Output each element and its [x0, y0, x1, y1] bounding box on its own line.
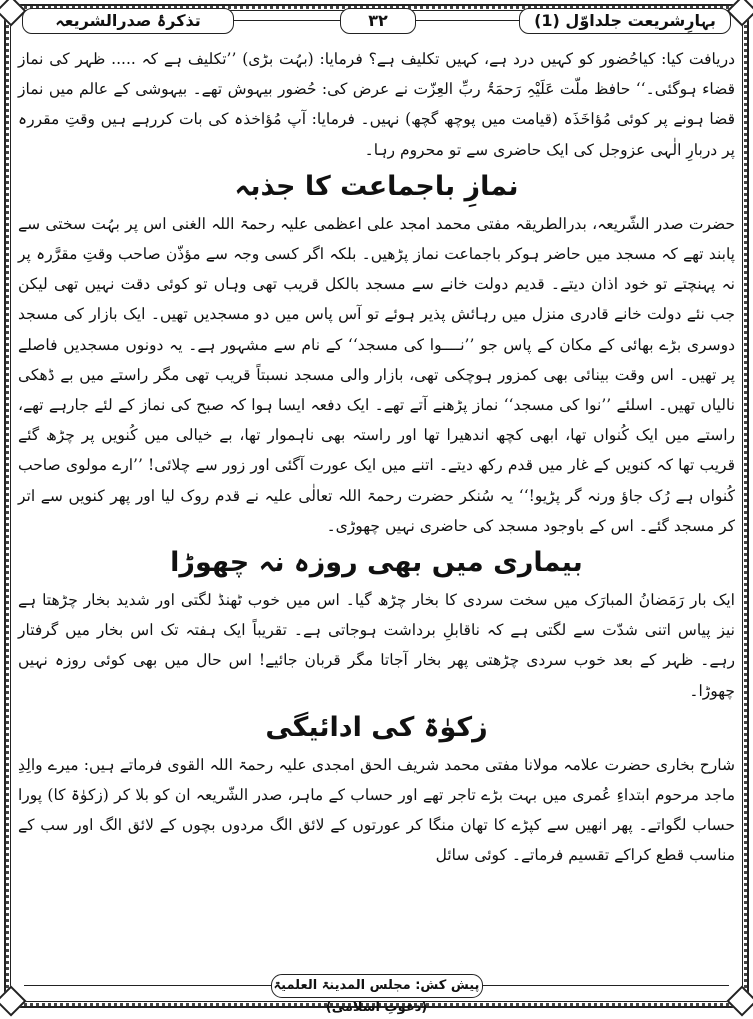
heading-zakat: زکوٰۃ کی ادائیگی	[265, 711, 488, 743]
publisher-credit: پیش کش: مجلس المدینۃ العلمیۃ (دعوتِ اسلامی)	[271, 974, 483, 998]
footer-rule-right	[481, 985, 729, 986]
paragraph-1: دریافت کیا: کیاحُضور کو کہیں درد ہے، کہیں تکلیف ہے؟ فرمایا: (بہُت بڑی) ’’تکلیف ہے کہ ..... ظہر کی نماز قضاء ہوگئی۔‘‘ حافظ ملّت عَلَیْہِ رَحمَۃُ ربِّ العِزّت نے عرض کی: حُضور بیہوش تھے۔ بیہوشی کے عالم میں نماز قضا ہونے پر کوئی مُؤاخَذَہ (قیامت میں پوچھ گچھ) نہیں۔ فرمایا: آپ مُؤاخذہ کی بات کررہے ہیں وقتِ مقررہ پر دربارِ الٰہی عزوجل کی ایک حاضری سے تو محروم رہا۔	[18, 50, 735, 159]
page-footer	[0, 974, 753, 1015]
paragraph-3: ایک بار رَمَضانُ المبارَک میں سخت سردی کا بخار چڑھ گیا۔ اس میں خوب ٹھنڈ لگتی اور شدید بخار چڑھتا ہے نیز پیاس اتنی شدّت سے لگتی ہے کہ ناقابلِ برداشت ہوجاتی ہے۔ تقریباً ایک ہفتہ تک اس بخار میں گرفتار رہے۔ ظہر کے بعد خوب سردی چڑھتی پھر بخار آجاتا مگر قربان جائیے! اس حال میں بھی کوئی روزہ نہیں چھوڑا۔	[18, 591, 735, 700]
book-title: بہارِشریعت جلداوّل (1)	[519, 8, 731, 34]
header-rule-right	[414, 20, 521, 21]
chapter-title: تذکرۂ صدرالشریعہ	[22, 8, 234, 34]
footer-rule-left	[24, 985, 272, 986]
paragraph-2: حضرت صدر الشّریعہ، بدرالطریقہ مفتی محمد امجد علی اعظمی علیہ رحمۃ اللہ الغنی اس پر بہُت سختی سے پابند تھے کہ مسجد میں حاضر ہوکر باجماعت نماز پڑھیں۔ بلکہ اگر کسی وجہ سے مؤذّن صاحب وقتِ مقرَّرہ پر نہ پہنچتے تو خود اذان دیتے۔ قدیم دولت خانے سے مسجد بالکل قریب تھی وہاں تو کوئی دقت نہیں تھی لیکن جب نئے دولت خانے قادری منزل میں رہائش پذیر ہوئے تو آس پاس میں دو مسجدیں تھیں۔ ایک بازار کی مسجد دوسری بڑے بھائی کے مکان کے پاس جو ’’نــــوا کی مسجد‘‘ کے نام سے مشہور ہے۔ یہ دونوں مسجدیں فاصلے پر تھیں۔ اس وقت بینائی بھی کمزور ہوچکی تھی، بازار والی مسجد نسبتاً قریب تھی مگر راستے میں بے ڈھکی نالیاں تھیں۔ اسلئے ’’نوا کی مسجد‘‘ نماز پڑھنے آتے تھے۔ ایک دفعہ ایسا ہوا کہ صبح کی نماز کے لئے جارہے تھے، راستے میں ایک کُنواں تھا، ابھی کچھ اندھیرا تھا اور راستہ بھی ناہموار تھا، بے خیالی میں کُنویں پر چڑھ گئے قریب تھا کہ کنویں کے غار میں قدم رکھ دیتے۔ اتنے میں ایک عورت آگئی اور زور سے چلائی! ’’ارے مولوی صاحب کُنواں ہے رُک جاؤ ورنہ گر پڑیو!‘‘ یہ سُنکر حضرت رحمۃ اللہ تعالٰی علیہ نے قدم روک لیا اور پھر کنویں سے اتر کر مسجد گئے۔ اس کے باوجود مسجد کی حاضری نہیں چھوڑی۔	[18, 214, 735, 535]
paragraph-4: شارح بخاری حضرت علامہ مولانا مفتی محمد شریف الحق امجدی علیہ رحمۃ اللہ القوی فرماتے ہیں: میرے والِدِ ماجد مرحوم ابتداءِ عُمری میں بہت بڑے تاجر تھے اور حساب کے ماہر، صدر الشّریعہ ان کو بلا کر (زکوٰۃ کا) پورا حساب لگواتے۔ پھر انھیں سے کپڑے کا تھان منگا کر عورتوں کے لائق الگ مردوں بچوں کے لائق الگ اور سب کے مناسب قطع کراکے تقسیم فرماتے۔ کوئی سائل	[18, 755, 735, 865]
page-content	[18, 44, 735, 972]
page-number: ۳۲	[340, 8, 416, 34]
heading-congregational-prayer: نمازِ باجماعت کا جذبہ	[234, 170, 519, 202]
heading-fasting-in-illness: بیماری میں بھی روزہ نہ چھوڑا	[170, 547, 583, 579]
page-header	[22, 8, 731, 34]
header-rule-left	[232, 20, 340, 21]
